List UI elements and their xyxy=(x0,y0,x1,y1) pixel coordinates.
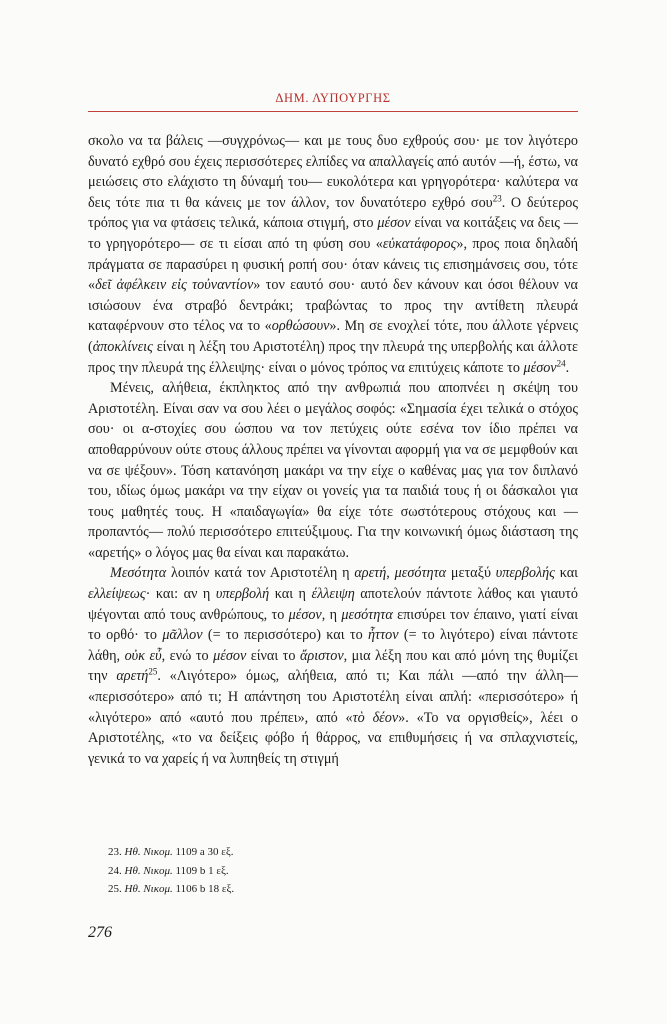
footnotes xyxy=(108,843,548,899)
running-head: ΔΗΜ. ΛΥΠΟΥΡΓΗΣ xyxy=(275,91,391,105)
main-text xyxy=(88,131,578,769)
footnote-25: 25. Ηθ. Νικομ. 1106 b 18 εξ. xyxy=(108,883,235,895)
footnote-24: 24. Ηθ. Νικομ. 1109 b 1 εξ. xyxy=(108,864,229,877)
footnote-ref-25: 25 xyxy=(148,666,158,677)
paragraph-1: σκολο να τα βάλεις —συγχρόνως— και με τους δυο εχθρούς σου· με τον λιγότερο δυνατό εχθρό σου έχεις περισσότερες ελπίδες να απαλλαγείς από αυτόν —ή, έστω, να μειώσεις στο ελάχιστο τη δύναμή του— ευκολότερα και γρηγορότερα· καλύτερα να δεις τότε πια τι θα κάνεις με τον άλλον, τον δυνατότερο εχθρό σου$^{23}$. Ο δεύτερος τρόπος για να φτάσεις τελικά, κάποια στιγμή, στο μέσον είναι να κοιτάξεις να δεις —το γρηγορότερο— σε τι είσαι από τη φύση σου «εὐκατάφορος», προς ποια δηλαδή πράγματα σε παρασύρει η φυσική ροπή σου· όταν κάνεις τις επισημάνσεις σου, τότε «δεῖ ἀφέλκειν εἰς τοὐναντίον» τον εαυτό σου· αυτό δεν κάνουν και όσοι θέλουν να ισιώσουν ένα στραβό δεντράκι; τραβώντας το προς την αντίθετη πλευρά καταφέρνουν στο τέλος να το «ορθώσουν». Μη σε ενοχλεί τότε, που άλλοτε γέρνεις (ἀποκλίνεις είναι η λέξη του Αριστοτέλη) προς την πλευρά της υπερβολής και άλλοτε προς την πλευρά της έλλειψης· είναι ο μόνος τρόπος να επιτύχεις κάποτε το μέσον$^{24}$. xyxy=(88,133,578,376)
header-rule xyxy=(88,111,578,112)
footnote-23: 23. Ηθ. Νικομ. 1109 a 30 εξ. xyxy=(108,846,234,858)
page-number: 276 xyxy=(88,924,112,941)
paragraph-2: Μένεις, αλήθεια, έκπληκτος από την ανθρωπιά που αποπνέει η σκέψη του Αριστοτέλη. Είναι σαν να σου λέει ο μεγάλος σοφός: «Σημασία έχει τελικά ο στόχος σου· οι α-στοχίες σου ώσπου να τον πετύχεις ούτε εσένα τον ίδιο πρέπει να αποθαρρύνουν ούτε στους άλλους πρέπει να γίνονται αφορμή για να σε μεμφθούν και να σε ψέξουν». Τόση κατανόηση μακάρι να την είχε ο καθένας μας για τον διπλανό του, ιδίως όμως μακάρι να την είχαν οι γονείς για τα παιδιά τους ή οι δάσκαλοι για τους μαθητές τους. Η «παιδαγωγία» θα είχε τότε σωστότερους στόχους και —προπαντός— πολύ περισσότερο επιτεύξιμους. Για την κοινωνική όμως διάσταση της «αρετής» ο λόγος μας θα είναι και παρακάτω. xyxy=(88,380,578,561)
footnote-ref-23: 23 xyxy=(492,193,502,204)
paragraph-3: Μεσότητα λοιπόν κατά τον Αριστοτέλη η αρετή, μεσότητα μεταξύ υπερβολής και ελλείψεως· και: αν η υπερβολή και η έλλειψη αποτελούν πάντοτε λάθος και γιαυτό ψέγονται από τους ανθρώπους, το μέσον, η μεσότητα επισύρει τον έπαινο, γιατί είναι το ορθό· το μᾶλλον (= το περισσότερο) και το ἧττον (= το λιγότερο) είναι πάντοτε λάθη, οὐκ εὖ, ενώ το μέσον είναι το ἄριστον, μια λέξη που και από μόνη της θυμίζει την αρετή$^{25}$. «Λιγότερο» όμως, αλήθεια, από τι; Και πάλι —από την άλλη— «περισσότερο» από τι; Η απάντηση του Αριστοτέλη είναι απλή: «περισσότερο» ή «λιγότερο» από «αυτό που πρέπει», από «τὸ δέον». «Το να οργισθείς», λέει ο Αριστοτέλης, «το να δείξεις φόβο ή θάρρος, να επιθυμήσεις ή να σπλαχνιστείς, γενικά το να χαρείς ή να λυπηθείς τη στιγμή xyxy=(88,565,579,767)
footnote-ref-24: 24 xyxy=(556,357,566,368)
